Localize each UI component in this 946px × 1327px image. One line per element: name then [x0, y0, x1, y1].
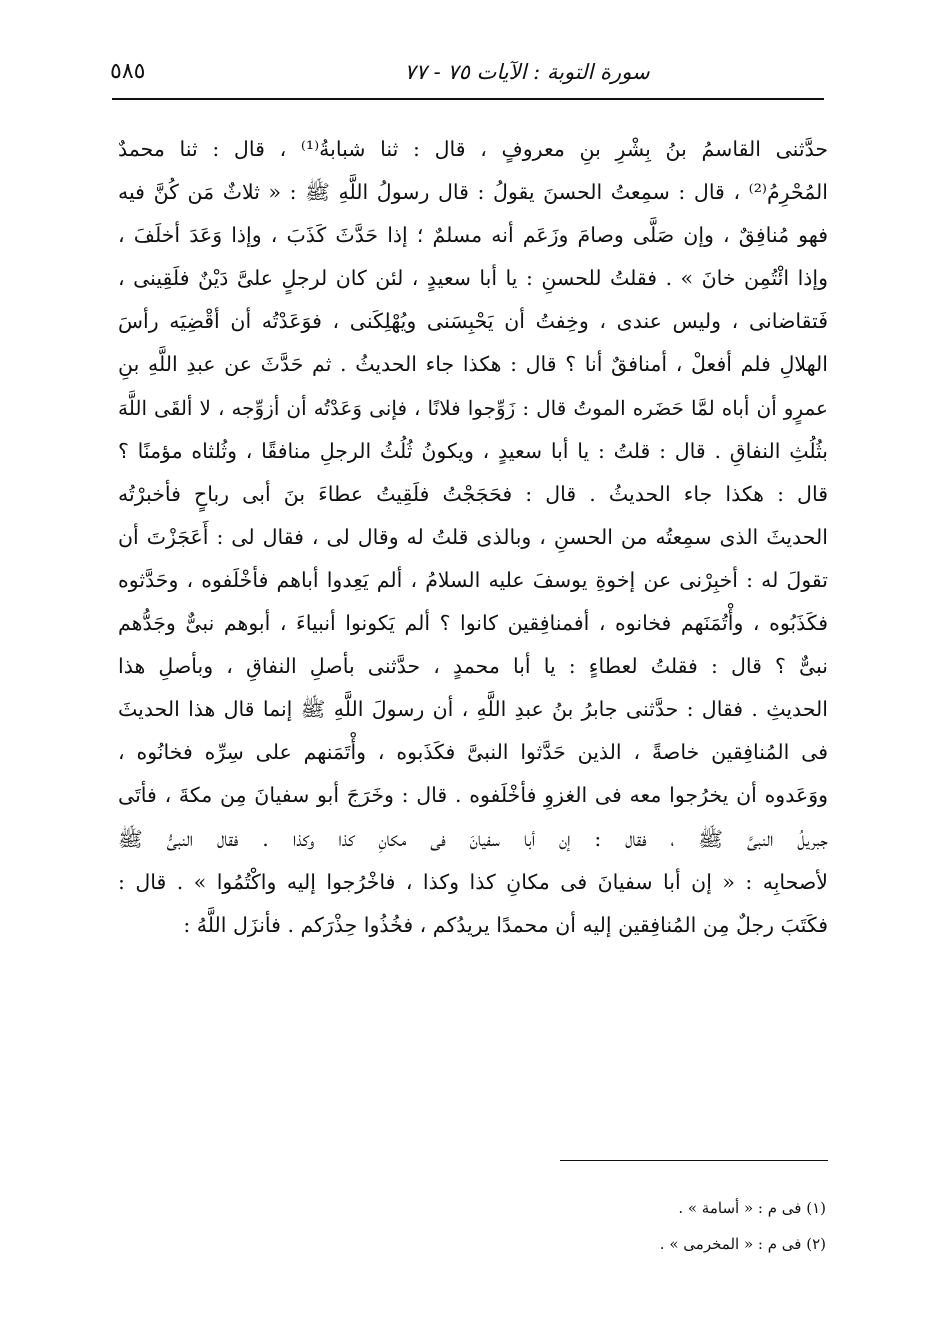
- footnote: (٢) فى م : « المخرمى » .: [659, 1235, 826, 1253]
- text-line: نبىٌّ ؟ قال : فقلتُ لعطاءٍ : يا أبا محمدٍ ، حدَّثنى بأصلِ النفاقِ ، وبأصلِ هذا: [118, 654, 828, 679]
- text-line: فى المُنافِقين خاصةً ، الذين حَدَّثوا النبىَّ فكَذَبوه ، وأْتَمَنهم على سِرِّه فخانُوه ،: [118, 740, 828, 765]
- footnotes: [118, 1190, 826, 1262]
- text-line: الحديثَ الذى سمِعتُه من الحسنِ ، وبالذى قلتُ له وقال لى ، فقال لى : أَعَجَزْتَ أن: [118, 524, 828, 549]
- text-line: عمرٍو أن أباه لمَّا حَضَره الموتُ قال : زَوِّجوا فلانًا ، فإنى وَعَدْتُه أن أزوِّجه ، لا ألقَى اللَّهَ: [118, 395, 828, 420]
- footnote-rule: [560, 1160, 828, 1161]
- text-line: وإذا ائْتُمِن خانَ » . فقلتُ للحسنِ : يا أبا سعيدٍ ، لئن كان لرجلٍ علىَّ دَيْنٌ فلَقِينى ،: [118, 266, 828, 291]
- text-line: فكَذَبُوه ، وأْتُمَنَهم فخانوه ، أفمنافِقين كانوا ؟ ألم يَكونوا أنبياءَ ، أبوهم نبىٌّ وجَدُّهم: [118, 611, 828, 636]
- text-line: لأصحابِه : « إن أبا سفيانَ فى مكانِ كذا وكذا ، فاخْرُجوا إليه واكْتُمُوا » . قال :: [118, 869, 828, 894]
- body-text: [118, 128, 828, 947]
- page-number: ٥٨٥: [110, 59, 146, 84]
- text-line: المُحْرِمُ⁽²⁾ ، قال : سمِعتُ الحسنَ يقولُ : قال رسولُ اللَّهِ ﷺ : « ثلاثٌ مَن كُنَّ فيه: [118, 180, 828, 205]
- text-line: الهلالِ فلم أفعلْ ، أمنافقٌ أنا ؟ قال : هكذا جاء الحديثُ . ثم حَدَّثَ عن عبدِ اللَّهِ بنِ: [118, 352, 828, 377]
- text-line: حدَّثنى القاسمُ بنُ بِشْرِ بنِ معروفٍ ، قال : ثنا شبابةُ⁽¹⁾ ، قال : ثنا محمدٌ: [118, 137, 828, 161]
- footnote: (١) فى م : « أسامة » .: [678, 1199, 826, 1217]
- text-line: فكَتَبَ رجلٌ مِن المُنافِقين إليه أن محمدًا يريدُكم ، فخُذُوا حِذْرَكم . فأنزَل اللَّهُ :: [183, 912, 828, 937]
- text-line: جبريلُ النبىَّ ﷺ ، فقال : إن أبا سفيانَ فى مكانِ كذا وكذا . فقال النبىُّ ﷺ: [118, 826, 828, 851]
- text-line: فَتقاضانى ، وليس عندى ، وخِفتُ أن يَحْبِسَنى ويُهْلِكَنى ، فوَعَدْتُه أن أقْضِيَه رأسَ: [118, 309, 828, 334]
- page-header: [110, 52, 824, 92]
- text-line: ووَعَدوه أن يخرُجوا معه فى الغزوِ فأخْلَفوه . قال : وخَرَجَ أبو سفيانَ مِن مكةَ ، فأتَى: [118, 783, 828, 808]
- text-line: الحديثِ . فقال : حدَّثنى جابرُ بنُ عبدِ اللَّهِ ، أن رسولَ اللَّهِ ﷺ إنما قال هذا الحديثَ: [118, 697, 828, 722]
- text-line: بثُلُثِ النفاقِ . قال : قلتُ : يا أبا سعيدٍ ، ويكونُ ثُلُثُ الرجلِ منافقًا ، وثُلثاه مؤمنًا ؟: [118, 438, 828, 463]
- text-line: فهو مُنافِقٌ ، وإن صَلَّى وصامَ وزَعَم أنه مسلمٌ ؛ إذا حَدَّثَ كَذَبَ ، وإذا وَعَدَ أخلَفَ ،: [118, 223, 828, 248]
- text-line: قال : هكذا جاء الحديثُ . قال : فحَجَجْتُ فلَقِيتُ عطاءَ بنَ أبى رباحٍ فأخبرْتُه: [118, 481, 828, 506]
- header-rule: [112, 98, 824, 100]
- running-title: سورة التوبة : الآيات ٧٥ - ٧٧: [404, 60, 650, 84]
- text-line: تقولَ له : أخبِرْنى عن إخوةِ يوسفَ عليه السلامُ ، ألم يَعِدوا أباهم فأخْلَفوه ، وحَدَّثوه: [118, 567, 828, 592]
